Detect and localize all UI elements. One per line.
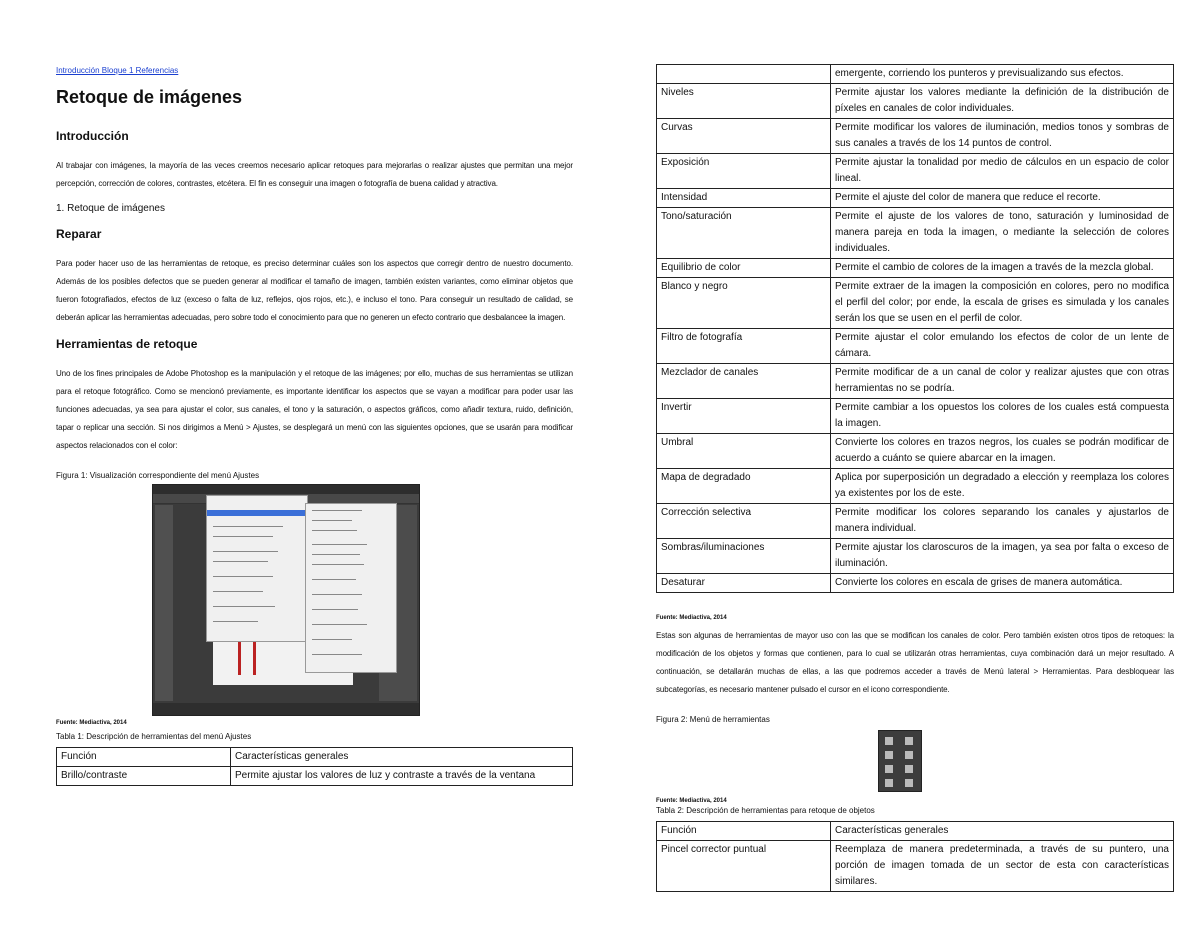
table1-cell-description: Permite modificar de a un canal de color y realizar ajustes que con otras herramientas no se podría. [831,364,1174,399]
table2-header-function: Función [657,822,831,841]
table1-source: Fuente: Mediactiva, 2014 [656,615,727,621]
figure1-caption: Figura 1: Visualización correspondiente del menú Ajustes [56,471,260,480]
screenshot-image-menu [206,495,308,642]
table-row [657,574,1174,593]
intro-paragraph: Al trabajar con imágenes, la mayoría de las veces creemos necesario aplicar retoques para mejorarlas o realizar ajustes que permitan una mejor percepción, corrección de colores, contrastes, etcétera. El fin es conseguir una imagen o fotografía de buena calidad y atractiva. [56,161,573,188]
table1-cell-description: Permite cambiar a los opuestos los colores de los cuales está compuesta la imagen. [831,399,1174,434]
subsection-title: 1. Retoque de imágenes [56,203,165,214]
table1-cell-function: Corrección selectiva [657,504,831,539]
screenshot-toolbar [155,505,173,701]
table1-cell-description: Permite extraer de la imagen la composición en colores, pero no modifica el perfil del color; por ende, la escala de grises es simulada y los canales serán los que se usen en el perfil de color. [831,278,1174,329]
table1-cell-function: Tono/saturación [657,208,831,259]
table1-cell-function: Intensidad [657,189,831,208]
photoshop-adjustments-screenshot [152,484,420,716]
repair-paragraph: Para poder hacer uso de las herramientas de retoque, es preciso determinar cuáles son los aspectos que corregir dentro de nuestro documento. Además de los posibles defectos que se pueden generar al modificar el tamaño de imagen, también existen variantes, como eliminar objetos que fueron fotografiados, efectos de luz (exceso o falta de luz, reflejos, ojos rojos, etc.), e incluso el tono. Para conseguir un resultado de calidad, se deberán aplicar las herramientas adecuadas, pero sobre todo el conocimiento para que no generen un efecto contrario que desbalancee la imagen. [56,259,573,322]
table-row [657,539,1174,574]
table1-rows [657,84,1174,593]
figure2-source: Fuente: Mediactiva, 2014 [656,798,727,804]
table1-cell-description: Permite modificar los valores de iluminación, medios tonos y sombras de sus canales a través de los 14 puntos de control. [831,119,1174,154]
table-row [57,767,573,786]
table2-header-row [657,822,1174,841]
table-row [657,504,1174,539]
table-row [657,841,1174,892]
table-row [657,65,1174,84]
table-row [657,364,1174,399]
intro-heading: Introducción [56,129,129,143]
adjustments-table-continued [656,64,1174,593]
table1-cell-description: Permite ajustar la tonalidad por medio de cálculos en un espacio de color lineal. [831,154,1174,189]
table1-cell-function: Umbral [657,434,831,469]
page-title: Retoque de imágenes [56,87,243,107]
table2-cell-function: Pincel corrector puntual [657,841,831,892]
table1-cell-function: Equilibrio de color [657,259,831,278]
table1-cell-function: Niveles [657,84,831,119]
table1-cell-function: Exposición [657,154,831,189]
table1-cell-function: Mapa de degradado [657,469,831,504]
tools-heading: Herramientas de retoque [56,337,198,351]
table2-header-characteristics: Características generales [831,822,1174,841]
table1-cell-function: Blanco y negro [657,278,831,329]
table1-cell-function: Filtro de fotografía [657,329,831,364]
table1-cell-description: Convierte los colores en escala de grises de manera automática. [831,574,1174,593]
table2-caption: Tabla 2: Descripción de herramientas para retoque de objetos [656,806,875,815]
table-row [657,278,1174,329]
repair-heading: Reparar [56,227,102,241]
right-page [600,0,1200,927]
table1-cell-description: Permite modificar los colores separando los canales y ajustarlos de manera individual. [831,504,1174,539]
table2-rows [657,841,1174,892]
screenshot-menubar [153,485,419,494]
table-row [657,208,1174,259]
table-row [657,259,1174,278]
table-row [657,329,1174,364]
table1-cell-function [657,65,831,84]
table1-cell-description: Permite el ajuste de los valores de tono, saturación y luminosidad de manera pareja en toda la imagen, o mediante la selección de colores individuales. [831,208,1174,259]
table1-cell-function: Mezclador de canales [657,364,831,399]
table1-caption: Tabla 1: Descripción de herramientas del menú Ajustes [56,732,252,741]
table-row [657,154,1174,189]
after-table-paragraph: Estas son algunas de herramientas de mayor uso con las que se modifican los canales de color. Pero también existen otros tipos de retoques: la modificación de los objetos y formas que contienen, para lo cual se utilizarán otras herramientas, cuya combinación dará un mejor resultado. A continuación, se detallarán muchas de ellas, a las que podremos acceder a través de Menú lateral > Herramientas. Para desbloquear las subcategorías, es necesario mantener pulsado el cursor en el icono correspondiente. [656,631,1174,694]
table-row [657,189,1174,208]
figure1-source: Fuente: Mediactiva, 2014 [56,720,127,726]
tools-paragraph: Uno de los fines principales de Adobe Photoshop es la manipulación y el retoque de las imágenes; por ello, muchas de sus herramientas se utilizan para el retoque fotográfico. Como se mencionó previamente, es importante identificar los aspectos que se vayan a modificar para poder usar las funciones adecuadas, ya sea para ajustar el color, sus canales, el tono y la saturación, o aspectos gráficos, como añadir textura, ruido, definición, tapar o replicar una sección. Si nos dirigimos a Menú > Ajustes, se desplegará un menú con las siguientes opciones, que se usarán para modificar aspectos relacionados con el color: [56,369,573,450]
table-row [657,434,1174,469]
table1-cell-function: Invertir [657,399,831,434]
table1-cell-description: emergente, corriendo los punteros y previsualizando sus efectos. [831,65,1174,84]
tools-menu-image [878,730,922,792]
table1-cell-function: Brillo/contraste [57,767,231,786]
table1-cell-description: Convierte los colores en trazos negros, los cuales se podrán modificar de acuerdo a cuánto se quiere abarcar en la imagen. [831,434,1174,469]
table-row [657,84,1174,119]
table1-cell-description: Permite el cambio de colores de la imagen a través de la mezcla global. [831,259,1174,278]
table1-cell-function: Sombras/iluminaciones [657,539,831,574]
table1-header-row [57,748,573,767]
table2-cell-description: Reemplaza de manera predeterminada, a través de su puntero, una porción de imagen tomada de un sector de esta con características similares. [831,841,1174,892]
table-row [657,469,1174,504]
table-row [657,399,1174,434]
table1-header-function: Función [57,748,231,767]
table1-cell-description: Aplica por superposición un degradado a elección y reemplaza los colores ya existentes por los de este. [831,469,1174,504]
table1-cell-description: Permite ajustar los claroscuros de la imagen, ya sea por falta o exceso de iluminación. [831,539,1174,574]
breadcrumb-links[interactable]: Introducción Bloque 1 Referencias [56,66,179,75]
screenshot-statusbar [153,703,419,715]
table1-cell-description: Permite ajustar los valores mediante la definición de la distribución de píxeles en canales de color individuales. [831,84,1174,119]
table1-cell-function: Curvas [657,119,831,154]
table1-cell-description: Permite ajustar el color emulando los efectos de color de un lente de cámara. [831,329,1174,364]
table1-header-characteristics: Características generales [231,748,573,767]
table1-cell-description: Permite ajustar los valores de luz y contraste a través de la ventana [231,767,573,786]
table1-cell-function: Desaturar [657,574,831,593]
adjustments-table-start [56,747,573,786]
screenshot-adjustments-submenu [305,503,397,673]
figure2-caption: Figura 2: Menú de herramientas [656,715,770,724]
table-row [657,119,1174,154]
table1-cell-description: Permite el ajuste del color de manera que reduce el recorte. [831,189,1174,208]
objects-table [656,821,1174,892]
